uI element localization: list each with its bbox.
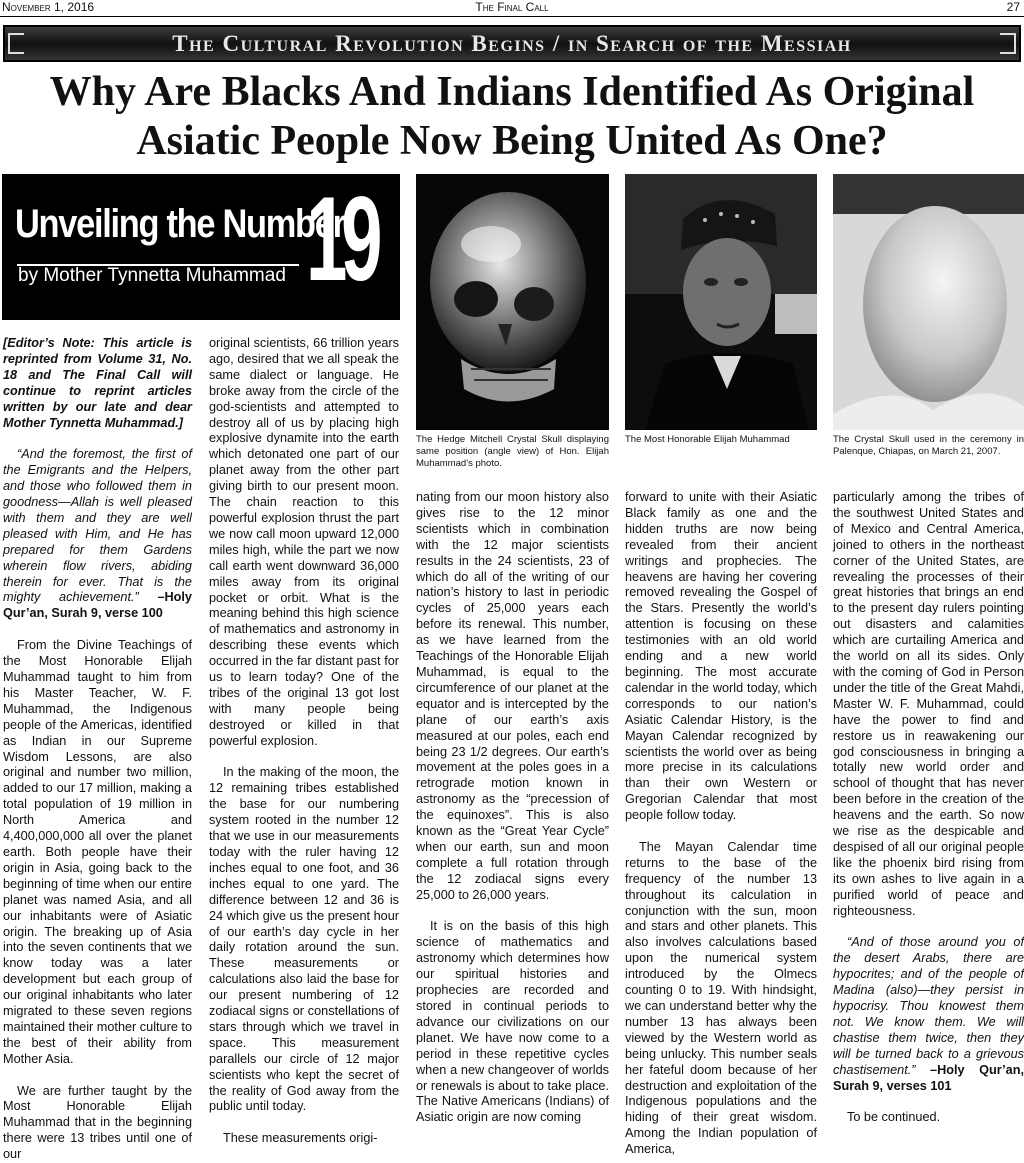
folio-line [0,0,1024,17]
section-banner [3,25,1021,62]
ceremony-skull-photo [833,174,1024,430]
body-paragraph: From the Divine Teachings of the Most Honorable Elijah Muhammad taught to him from his Master Teacher, W. F. Muhammad, the Indigenous people of the Americas, identified as Indian in our Supreme Wisdom Lessons, are also original and number two million, added to our 17 million, making a total population of 19 million in North America and 4,400,000,000 all over the planet earth. Both people have their origin in Asia, going back to the beginning of time when our entire planet was named Asia, and all our inhabitants were of Asiatic origin. The breaking up of Asia into the seven continents that we know today was a later development but each group of our original inhabitants who later migrated to these seven regions maintained their mother culture to the best of their ability from Mother Asia. [3,638,192,1066]
photo-caption-portrait: The Most Honorable Elijah Muhammad [625,434,790,445]
photo-caption-ceremony-skull: The Crystal Skull used in the ceremony in Palenque, Chiapas, on March 21, 2007. [833,434,1024,457]
publication-name: The Final Call [475,0,549,14]
article-column-2 [209,336,399,1147]
photo-caption-crystal-skull: The Hedge Mitchell Crystal Skull displaying same position (angle view) of Hon. Elijah Muhammad’s photo. [416,434,609,469]
opening-quote-source: –Holy Qur’an, Surah 9, verse 100 [3,590,192,621]
banner-ornament-right-icon [1000,33,1016,54]
body-paragraph: nating from our moon history also gives rise to the 12 minor scientists which in combination with the 12 major scientists results in the 24 scientists, 23 of which do all of the writing of our nation’s history to last in periodic cycles of 25,000 years each before its renewal. This number, as we have learned from the Teachings of the Honorable Elijah Muhammad, is equal to the circumference of our planet at the equator and is intercepted by the plane of our earth’s axis measured at our poles, each end being 23 1/2 degrees. Our earth’s movement at the poles goes in a retrograde motion known in astronomy as the “precession of the equinoxes”. This is also known as the “Great Year Cycle” when our earth, sun and moon complete a full rotation through the 12 zodiacal signs every 25,000 to 26,000 years. [416,490,609,902]
article-column-5 [833,490,1024,1126]
ceremony-skull-image [833,174,1024,430]
article-column-3 [416,490,609,1126]
body-paragraph: In the making of the moon, the 12 remaining tribes established the base for our numbering system rooted in the number 12 that we use in our measurements today with the ruler having 12 inches equal to one foot, and 36 inches equal to one yard. The difference between 12 and 36 is 24 which give us the present hour of our earth’s day cycle in her daily rotation around the sun. These measurements or calculations also laid the base for our present numbering of 12 zodiacal signs or constellations of stars through which we travel in space. This measurement parallels our circle of 12 major scientists who kept the secret of the reality of God away from the public until today. [209,765,399,1114]
column-logo-byline: by Mother Tynnetta Muhammad [18,265,286,286]
body-paragraph: original scientists, 66 trillion years ago, desired that we all speak the same dialect or language. He broke away from the circle of the god-scientists and attempted to destroy all of us by placing high explosive dynamite into the earth which detonated one part of our planet away from the other part giving birth to our present moon. The chain reaction to this powerful explosion thrust the part we now call moon upward 12,000 miles high, while the part we now call earth went downward 36,000 miles away from its original pocket or orbit. What is the meaning behind this high science of mathematics and astronomy in describing these events which occurred in the far distant past for us to learn today? One of the tribes of the original 13 got lost with many people being destroyed or killed in that powerful explosion. [209,336,399,748]
body-paragraph: These measurements origi- [223,1131,378,1146]
body-paragraph: We are further taught by the Most Honorable Elijah Muhammad that in the beginning there were 13 tribes until one of our [3,1083,192,1162]
column-logo-number: 19 [306,172,377,306]
editors-note: [Editor’s Note: This article is reprinted from Volume 31, No. 18 and The Final Call will continue to reprint articles written by our late and dear Mother Tynnetta Muhammad.] [3,336,192,430]
body-paragraph: It is on the basis of this high science of mathematics and astronomy which determines how our spiritual histories and prophecies are recorded and stored in continual periods to advance our civilizations on our planet. We have now come to a period in these repetitive cycles when a new changeover of worlds or renewals is about to take place. The Native Americans (Indians) of Asiatic origin are now coming [416,919,609,1125]
body-paragraph: forward to unite with their Asiatic Black family as one and the hidden truths are now being revealed from their ancient writings and prophecies. The heavens are having her covering removed revealing the Gospel of the Stars. Presently the world’s attention is focusing on these testimonies with an old world ending and a new world beginning. The most accurate calendar in the world today, which corresponds to our nation’s Asiatic Calendar History, is the Mayan Calendar recognized by scientists the world over as being more precise in its calculations than their own Western or Gregorian Calendar that most people follow today. [625,490,817,823]
closing-quote-text: “And of those around you of the desert Arabs, there are hypocrites; and of the people of Madina (also)—they persist in hypocrisy. Thou knowest them not. We know them. We will chastise them twice, then they will be turned back to a grievous chastisement.” [833,935,1024,1077]
crystal-skull-photo [416,174,609,430]
body-paragraph: The Mayan Calendar time returns to the base of the frequency of the number 13 throughout its calculation in conjunction with the sun, moon and stars and other planets. This also involves calculations based upon the numerical system introduced by the Olmecs counting 0 to 19. With hindsight, we can understand better why the number 13 has always been viewed by the Western world as being unlucky. This number seals her fateful doom because of her destruction and exploitation of the Indigenous populations and the hiding of their great wisdom. Among the Indian population of America, [625,839,817,1157]
opening-quote [3,447,192,622]
article-column-4 [625,490,817,1158]
elijah-muhammad-photo [625,174,817,430]
issue-date: November 1, 2016 [2,0,95,14]
section-banner-text: The Cultural Revolution Begins / in Search of the Messiah [172,31,852,56]
article-headline: Why Are Blacks And Indians Identified As Original Asiatic People Now Being United As One? [49,69,975,164]
opening-quote-text: “And the foremost, the first of the Emigrants and the Helpers, and those who followed them in goodness—Allah is well pleased with them and they are well pleased with Him, and He has prepared for them Gardens wherein flow rivers, abiding therein for ever. That is the mighty achievement.” [3,447,192,605]
article-column-1 [3,336,192,1163]
to-be-continued: To be continued. [847,1110,941,1125]
closing-quote [833,935,1024,1094]
page-number: 27 [1006,0,1020,14]
body-paragraph: particularly among the tribes of the southwest United States and of Mexico and Central America, joined to others in the northeast corner of the United States, are revealing the processes of their great histories that brings an end to the present day rulers pointing out disasters and calamities which are curtailing America and the world on all its sides. Only with the coming of God in Person under the title of the Great Mahdi, Master W. F. Muhammad, could have the power to find and restore us in reawakening our god consciousness in bringing a totally new world order and school of thought that has never been before in the creation of the heavens and the earth. So now we rise as the despicable and despised of all our original people like the phoenix bird rising from its own ashes to live again in a purified world of peace and righteousness. [833,490,1024,918]
closing-quote-source: –Holy Qur’an, Surah 9, verses 101 [833,1062,1024,1093]
portrait-image [625,174,817,430]
column-logo-title: Unveiling the Number [15,202,345,246]
crystal-skull-image [416,174,609,430]
column-logo [2,174,400,320]
